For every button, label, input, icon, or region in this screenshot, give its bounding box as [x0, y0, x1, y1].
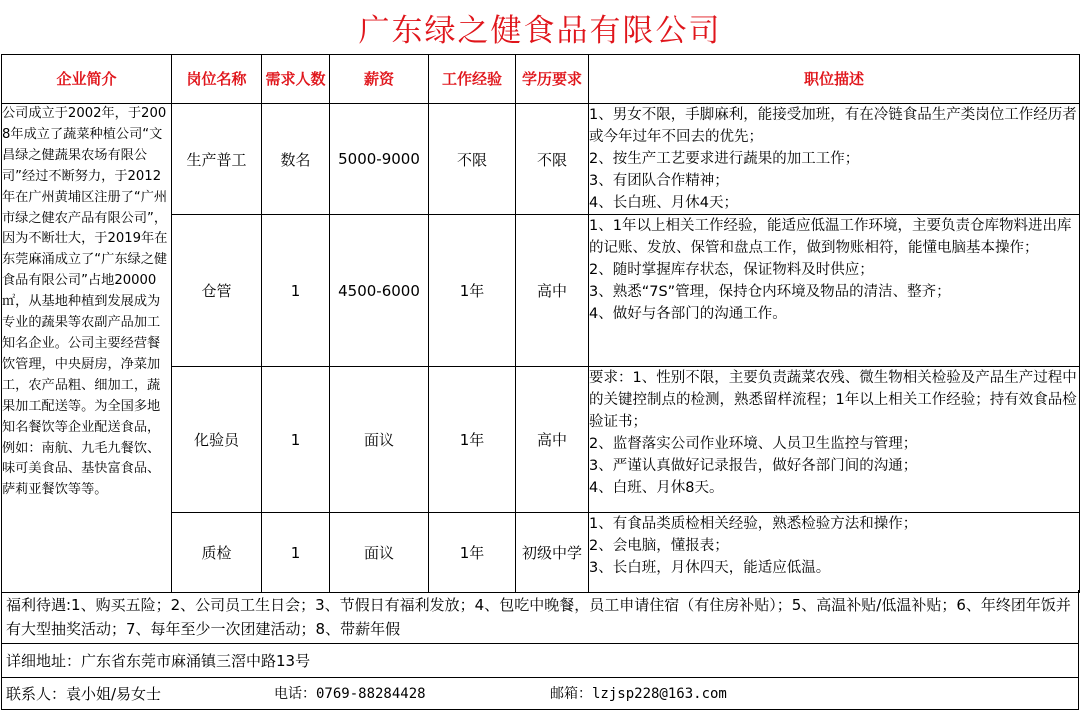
description-line: 1、有食品类质检相关经验，熟悉检验方法和操作；	[589, 516, 918, 532]
description-line: 4、白班、月休8天。	[589, 480, 724, 496]
job-description	[589, 215, 1080, 367]
job-count: 1	[262, 367, 330, 513]
description-line: 2、按生产工艺要求进行蔬果的加工工作；	[589, 151, 860, 167]
job-experience: 不限	[429, 104, 516, 215]
job-position: 生产普工	[172, 104, 262, 215]
job-row	[2, 104, 1080, 215]
header-experience: 工作经验	[429, 55, 516, 104]
job-education: 高中	[516, 367, 589, 513]
job-table	[1, 54, 1080, 593]
header-description: 职位描述	[589, 55, 1080, 104]
contact-phone: 电话：0769-88284428	[274, 686, 426, 702]
job-count: 1	[262, 513, 330, 593]
job-salary: 面议	[330, 513, 429, 593]
contact-row	[1, 678, 1079, 710]
header-intro: 企业简介	[2, 55, 172, 104]
header-education: 学历要求	[516, 55, 589, 104]
job-education: 不限	[516, 104, 589, 215]
job-experience: 1年	[429, 367, 516, 513]
job-count: 数名	[262, 104, 330, 215]
header-row	[2, 55, 1080, 104]
company-title: 广东绿之健食品有限公司	[358, 12, 722, 49]
job-description	[589, 104, 1080, 215]
job-salary: 面议	[330, 367, 429, 513]
job-salary: 4500-6000	[330, 215, 429, 367]
contact-email: 邮箱：lzjsp228@163.com	[550, 686, 727, 702]
job-education: 高中	[516, 215, 589, 367]
contact-person: 联系人：袁小姐/易女士	[6, 685, 162, 703]
description-line: 4、做好与各部门的沟通工作。	[589, 306, 787, 322]
header-count: 需求人数	[262, 55, 330, 104]
address-text: 详细地址：广东省东莞市麻涌镇三滘中路13号	[1, 644, 1079, 678]
description-line: 3、严谨认真做好记录报告，做好各部门间的沟通；	[589, 458, 918, 474]
description-line: 1、1年以上相关工作经验，能适应低温工作环境，主要负责仓库物料进出库的记账、发放、保管和盘点工作，做到物账相符，能懂电脑基本操作；	[589, 218, 1072, 256]
company-intro: 公司成立于2002年，于2008年成立了蔬菜种植公司“文昌绿之健蔬果农场有限公司”经过不断努力，于2012年在广州黄埔区注册了“广州市绿之健农产品有限公司”，因为不断壮大，于2019年在东莞麻涌成立了“广东绿之健食品有限公司”占地20000㎡，从基地种植到发展成为专业的蔬果等农副产品加工知名企业。公司主要经营餐饮管理，中央厨房，净菜加工，农产品粗、细加工，蔬果加工配送等。为全国多地知名餐饮等企业配送食品，例如：南航、九毛九餐饮、味可美食品、基快富食品、萨莉亚餐饮等等。	[2, 104, 172, 593]
job-education: 初级中学	[516, 513, 589, 593]
description-line: 2、随时掌握库存状态，保证物料及时供应；	[589, 262, 874, 278]
job-description	[589, 367, 1080, 513]
description-line: 3、熟悉“7S”管理，保持仓内环境及物品的清洁、整齐；	[589, 284, 951, 300]
job-count: 1	[262, 215, 330, 367]
description-line: 3、长白班，月休四天，能适应低温。	[589, 560, 831, 576]
job-position: 仓管	[172, 215, 262, 367]
description-line: 2、会电脑，懂报表；	[589, 538, 729, 554]
description-line: 1、男女不限，手脚麻利，能接受加班，有在冷链食品生产类岗位工作经历者或今年过年不回去的优先；	[589, 107, 1077, 145]
benefits-text: 福利待遇:1、购买五险；2、公司员工生日会；3、节假日有福利发放；4、包吃中晚餐，员工申请住宿（有住房补贴）；5、高温补贴/低温补贴；6、年终团年饭并有大型抽奖活动；7、每年至少一次团建活动；8、带薪年假	[1, 590, 1079, 644]
job-position: 化验员	[172, 367, 262, 513]
job-description	[589, 513, 1080, 593]
description-line: 3、有团队合作精神；	[589, 173, 729, 189]
description-line: 2、监督落实公司作业环境、人员卫生监控与管理；	[589, 436, 918, 452]
header-salary: 薪资	[330, 55, 429, 104]
description-line: 4、长白班、月休4天；	[589, 195, 738, 211]
job-experience: 1年	[429, 215, 516, 367]
job-salary: 5000-9000	[330, 104, 429, 215]
description-line: 要求：1、性别不限，主要负责蔬菜农残、微生物相关检验及产品生产过程中的关键控制点的检测，熟悉留样流程；1年以上相关工作经验；持有效食品检验证书；	[589, 370, 1077, 430]
header-position: 岗位名称	[172, 55, 262, 104]
job-experience: 1年	[429, 513, 516, 593]
job-position: 质检	[172, 513, 262, 593]
